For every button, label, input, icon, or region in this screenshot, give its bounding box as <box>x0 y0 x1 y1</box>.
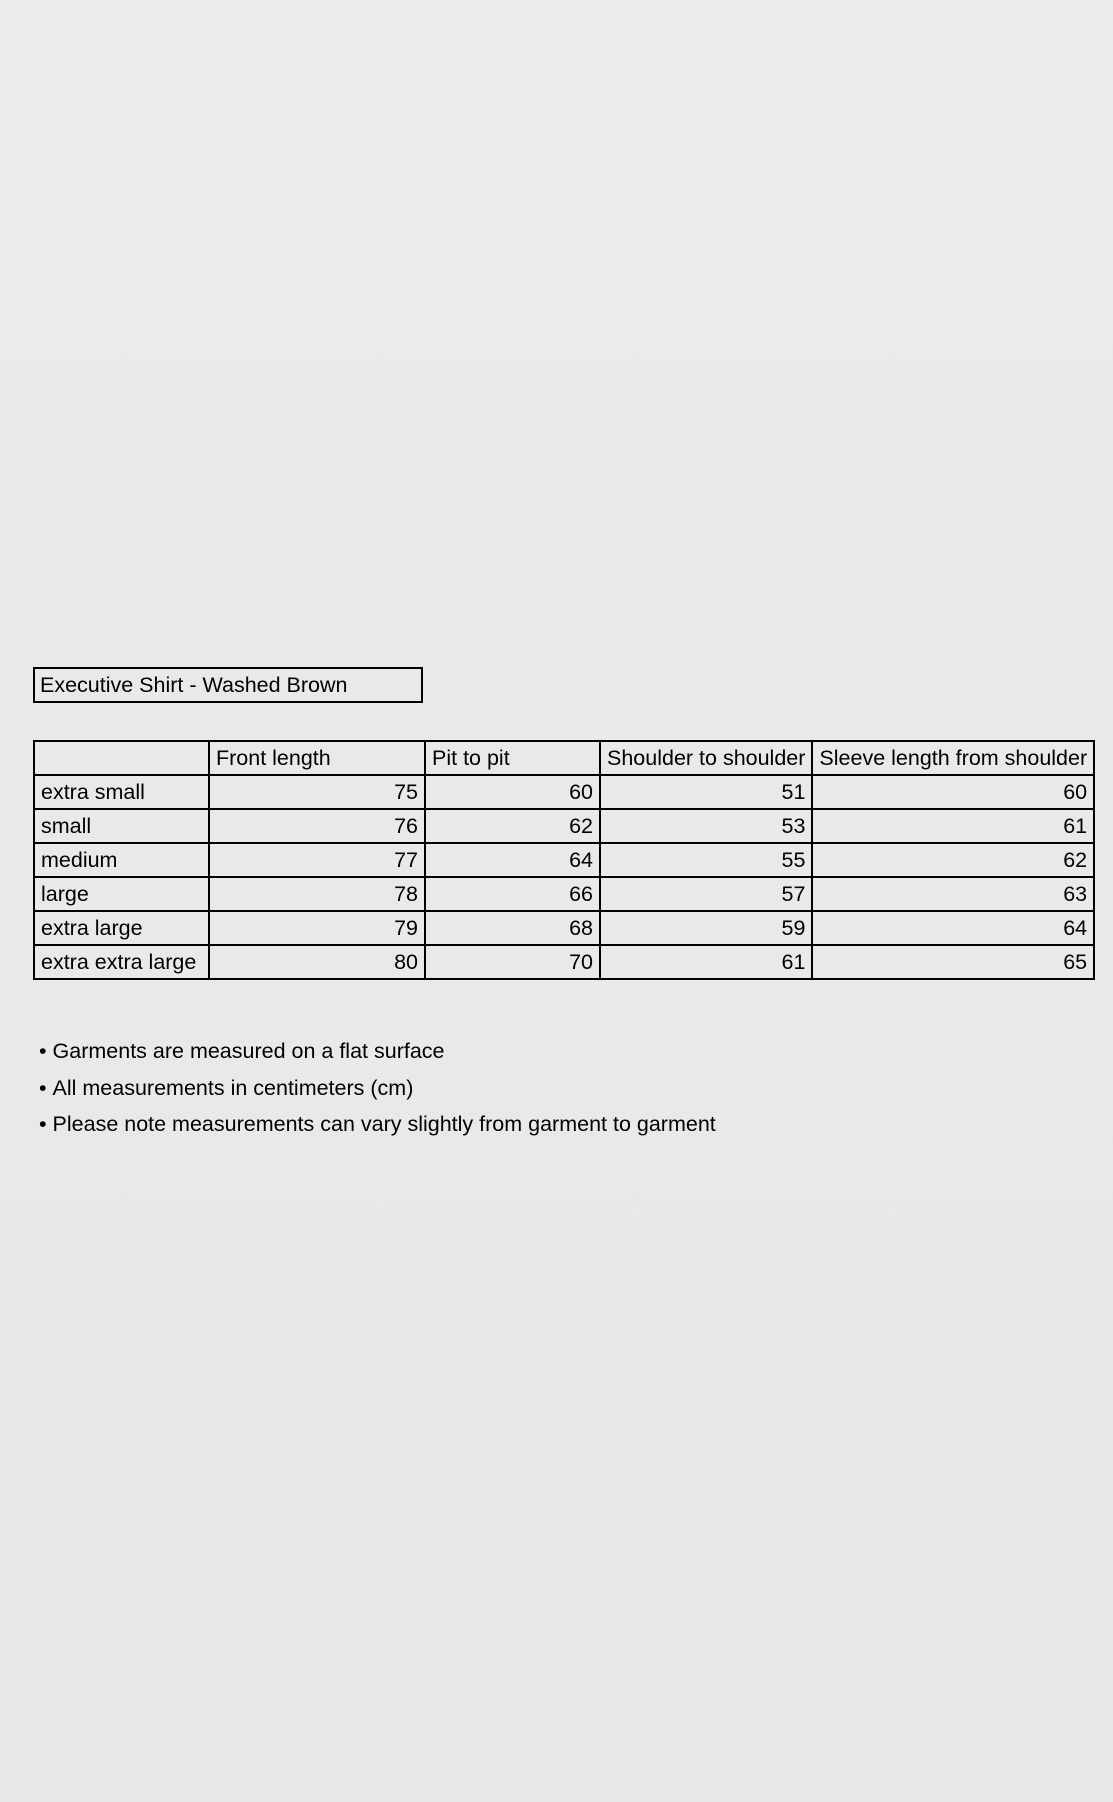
shoulder-value: 61 <box>600 945 812 979</box>
header-cell-shoulder: Shoulder to shoulder <box>600 741 812 775</box>
header-cell-sleeve-length: Sleeve length from shoulder <box>812 741 1094 775</box>
shoulder-value: 59 <box>600 911 812 945</box>
sleeve-length-value: 65 <box>812 945 1094 979</box>
size-label: medium <box>34 843 209 877</box>
table-header-row <box>34 741 1094 775</box>
sleeve-length-value: 62 <box>812 843 1094 877</box>
header-cell-front-length: Front length <box>209 741 425 775</box>
table-row <box>34 843 1094 877</box>
shoulder-value: 53 <box>600 809 812 843</box>
pit-to-pit-value: 60 <box>425 775 600 809</box>
table-row <box>34 877 1094 911</box>
front-length-value: 75 <box>209 775 425 809</box>
front-length-value: 77 <box>209 843 425 877</box>
pit-to-pit-value: 66 <box>425 877 600 911</box>
front-length-value: 80 <box>209 945 425 979</box>
size-label: small <box>34 809 209 843</box>
measurement-notes <box>39 1033 716 1143</box>
table-row <box>34 911 1094 945</box>
pit-to-pit-value: 70 <box>425 945 600 979</box>
header-cell-blank <box>34 741 209 775</box>
shoulder-value: 55 <box>600 843 812 877</box>
table-row <box>34 945 1094 979</box>
size-label: extra extra large <box>34 945 209 979</box>
product-title: Executive Shirt - Washed Brown <box>33 667 423 703</box>
size-label: large <box>34 877 209 911</box>
front-length-value: 76 <box>209 809 425 843</box>
pit-to-pit-value: 64 <box>425 843 600 877</box>
front-length-value: 78 <box>209 877 425 911</box>
size-label: extra large <box>34 911 209 945</box>
note-item: • Please note measurements can vary slightly from garment to garment <box>39 1106 716 1143</box>
pit-to-pit-value: 68 <box>425 911 600 945</box>
size-label: extra small <box>34 775 209 809</box>
table-row <box>34 809 1094 843</box>
table-row <box>34 775 1094 809</box>
sleeve-length-value: 64 <box>812 911 1094 945</box>
sleeve-length-value: 60 <box>812 775 1094 809</box>
size-table <box>33 740 1095 980</box>
sleeve-length-value: 61 <box>812 809 1094 843</box>
pit-to-pit-value: 62 <box>425 809 600 843</box>
shoulder-value: 57 <box>600 877 812 911</box>
shoulder-value: 51 <box>600 775 812 809</box>
note-item: • Garments are measured on a flat surface <box>39 1033 716 1070</box>
header-cell-pit-to-pit: Pit to pit <box>425 741 600 775</box>
sleeve-length-value: 63 <box>812 877 1094 911</box>
note-item: • All measurements in centimeters (cm) <box>39 1070 716 1107</box>
front-length-value: 79 <box>209 911 425 945</box>
